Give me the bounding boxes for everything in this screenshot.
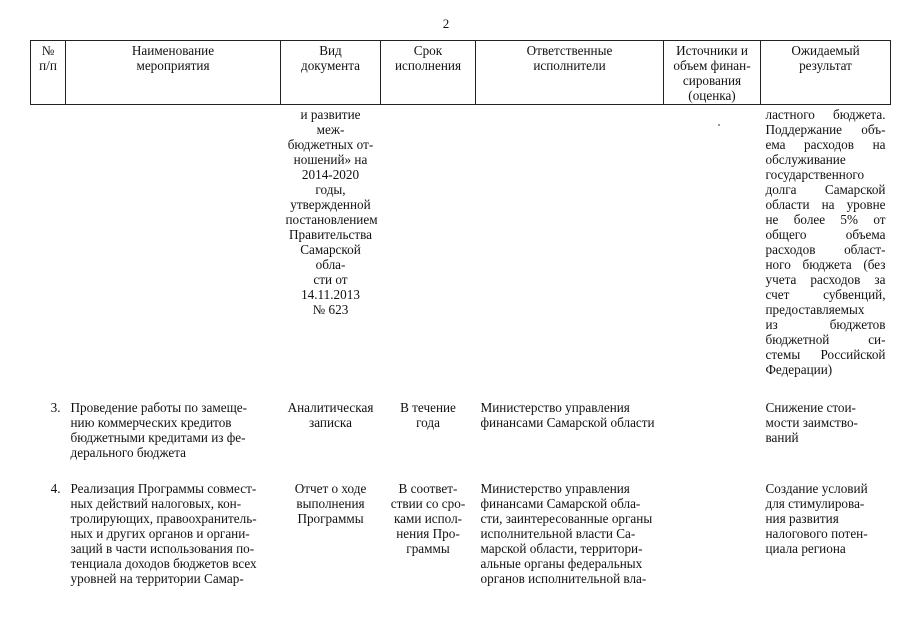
row-number: 4. xyxy=(50,481,61,496)
row-funding xyxy=(664,377,761,460)
header-responsible: Ответственные исполнители xyxy=(476,41,664,105)
header-document: Вид документа xyxy=(281,41,381,105)
measures-table xyxy=(30,40,891,586)
table-header-row xyxy=(31,41,891,105)
header-term: Срок исполнения xyxy=(381,41,476,105)
row-result: Снижение стои- мости заимство- ваний xyxy=(765,400,858,445)
table-row xyxy=(31,377,891,460)
page-number: 2 xyxy=(442,16,450,31)
continuation-result: ластного бюджета. Поддержание объ- ема расходов на обслуживание государственного долга Самарской области на уровне не более 5% от общего объема расходов област- ного бюджета (без учета расходов за счет субвенций, предоставляемых из бюджетов бюджетной си- стемы Российской Федерации) xyxy=(765,107,886,377)
row-document: Аналитическая записка xyxy=(287,400,374,430)
row-funding xyxy=(664,460,761,586)
header-result: Ожидаемый результат xyxy=(761,41,891,105)
row-result: Создание условий для стимулирова- ния развития налогового потен- циала региона xyxy=(765,481,868,556)
table-row xyxy=(31,460,891,586)
header-funding: Источники и объем финан- сирования (оценка) xyxy=(664,41,761,105)
row-document: Отчет о ходе выполнения Программы xyxy=(294,481,367,526)
scan-speck xyxy=(718,124,720,126)
row-term: В соответ- ствии со сро- ками испол- нения Про- граммы xyxy=(390,481,466,556)
header-name: Наименование мероприятия xyxy=(66,41,281,105)
row-name: Реализация Программы совмест- ных действий налоговых, кон- тролирующих, правоохранитель- ных и других органов и органи- заций в части использования по- тенциала доходов бюджетов всех уровней на территории Самар- xyxy=(70,481,257,586)
row-responsible: Министерство управления финансами Самарской обла- сти, заинтересованные органы исполнительной власти Са- марской области, территори- альные органы федеральных органов исполнительной вла- xyxy=(480,481,653,586)
row-number: 3. xyxy=(50,400,61,415)
row-responsible: Министерство управления финансами Самарской области xyxy=(480,400,655,430)
row-term: В течение года xyxy=(400,400,456,430)
table-row-continuation xyxy=(31,105,891,378)
header-number: № п/п xyxy=(31,41,66,105)
row-name: Проведение работы по замеще- нию коммерческих кредитов бюджетными кредитами из фе- дерального бюджета xyxy=(70,400,247,460)
continuation-document: и развитие меж- бюджетных от- ношений» на 2014-2020 годы, утвержденной постановлением Правительства Самарской обла- сти от 14.11.2013 № 623 xyxy=(285,107,378,317)
